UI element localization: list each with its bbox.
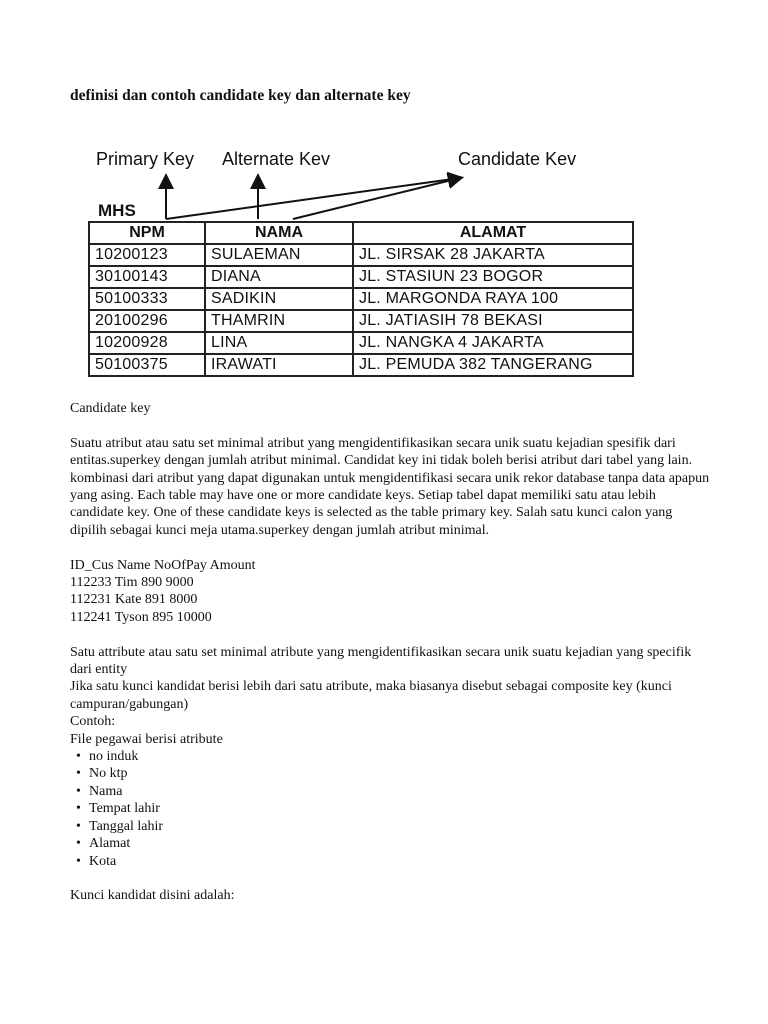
closing-line: Kunci kandidat disini adalah:	[70, 888, 235, 904]
cell-nama: DIANA	[205, 266, 353, 288]
list-item: • No ktp	[70, 765, 710, 782]
header-npm: NPM	[89, 222, 205, 244]
composite-key-paragraph: Jika satu kunci kandidat berisi lebih dari satu atribute, maka biasanya disebut sebagai composite key (kunci campuran/gabungan)	[70, 679, 672, 712]
cell-npm: 30100143	[89, 266, 205, 288]
cell-alamat: JL. STASIUN 23 BOGOR	[353, 266, 633, 288]
cell-npm: 50100375	[89, 354, 205, 376]
data-line: 112233 Tim 890 9000	[70, 575, 194, 591]
list-item: • no induk	[70, 748, 710, 765]
table-row	[89, 332, 633, 354]
list-item: • Alamat	[70, 835, 710, 852]
cell-alamat: JL. MARGONDA RAYA 100	[353, 288, 633, 310]
primary-key-label: Primary Key	[96, 149, 195, 169]
header-alamat: ALAMAT	[353, 222, 633, 244]
cell-npm: 10200928	[89, 332, 205, 354]
candidate-key-arrow-1	[166, 178, 460, 219]
cell-alamat: JL. PEMUDA 382 TANGERANG	[353, 354, 633, 376]
candidate-key-label: Candidate Kev	[458, 149, 577, 169]
definition-paragraph: Suatu atribut atau satu set minimal atribut yang mengidentifikasikan secara unik suatu kejadian spesifik dari entitas.superkey dengan jumlah atribut minimal. Candidat key ini tidak boleh berisi atribut dari tabel yang lain. kombinasi dari atribut yang dapat digunakan untuk mengidentifikasi secara unik rekor database tanpa data apapun yang asing. Each table may have one or more candidate keys. Setiap tabel dapat memiliki satu atau lebih candidate key. One of these candidate keys is selected as the table primary key. Salah satu kunci calon yang dipilih sebagai kunci meja utama.superkey dengan jumlah atribut minimal.	[70, 435, 710, 538]
page-title: definisi dan contoh candidate key dan alternate key	[70, 87, 411, 104]
example-label: Contoh:	[70, 714, 116, 730]
data-line: ID_Cus Name NoOfPay Amount	[70, 557, 256, 573]
cell-nama: SULAEMAN	[205, 244, 353, 266]
cell-npm: 20100296	[89, 310, 205, 332]
attribute-list	[70, 748, 710, 870]
table-header-row	[89, 222, 633, 244]
list-item: • Tanggal lahir	[70, 818, 710, 835]
mhs-table	[88, 221, 634, 377]
file-line: File pegawai berisi atribute	[70, 731, 223, 747]
article-body	[70, 400, 710, 905]
cell-npm: 50100333	[89, 288, 205, 310]
cell-nama: THAMRIN	[205, 310, 353, 332]
cell-alamat: JL. SIRSAK 28 JAKARTA	[353, 244, 633, 266]
table-row	[89, 354, 633, 376]
cell-alamat: JL. NANGKA 4 JAKARTA	[353, 332, 633, 354]
table-row	[89, 266, 633, 288]
table-row	[89, 288, 633, 310]
cell-nama: LINA	[205, 332, 353, 354]
list-item: • Nama	[70, 783, 710, 800]
list-item: • Tempat lahir	[70, 800, 710, 817]
attribute-paragraph: Satu attribute atau satu set minimal atribute yang mengidentifikasikan secara unik suatu kejadian yang specifik dari entity	[70, 644, 692, 678]
cell-nama: SADIKIN	[205, 288, 353, 310]
alternate-key-label: Alternate Kev	[222, 149, 331, 169]
table-name-label: MHS	[98, 201, 136, 220]
cell-nama: IRAWATI	[205, 354, 353, 376]
section-heading: Candidate key	[70, 401, 151, 416]
table-row	[89, 310, 633, 332]
cell-npm: 10200123	[89, 244, 205, 266]
data-line: 112231 Kate 891 8000	[70, 592, 198, 608]
key-diagram	[88, 145, 636, 381]
list-item: • Kota	[70, 853, 710, 870]
data-line: 112241 Tyson 895 10000	[70, 609, 212, 625]
cell-alamat: JL. JATIASIH 78 BEKASI	[353, 310, 633, 332]
header-nama: NAMA	[205, 222, 353, 244]
table-row	[89, 244, 633, 266]
